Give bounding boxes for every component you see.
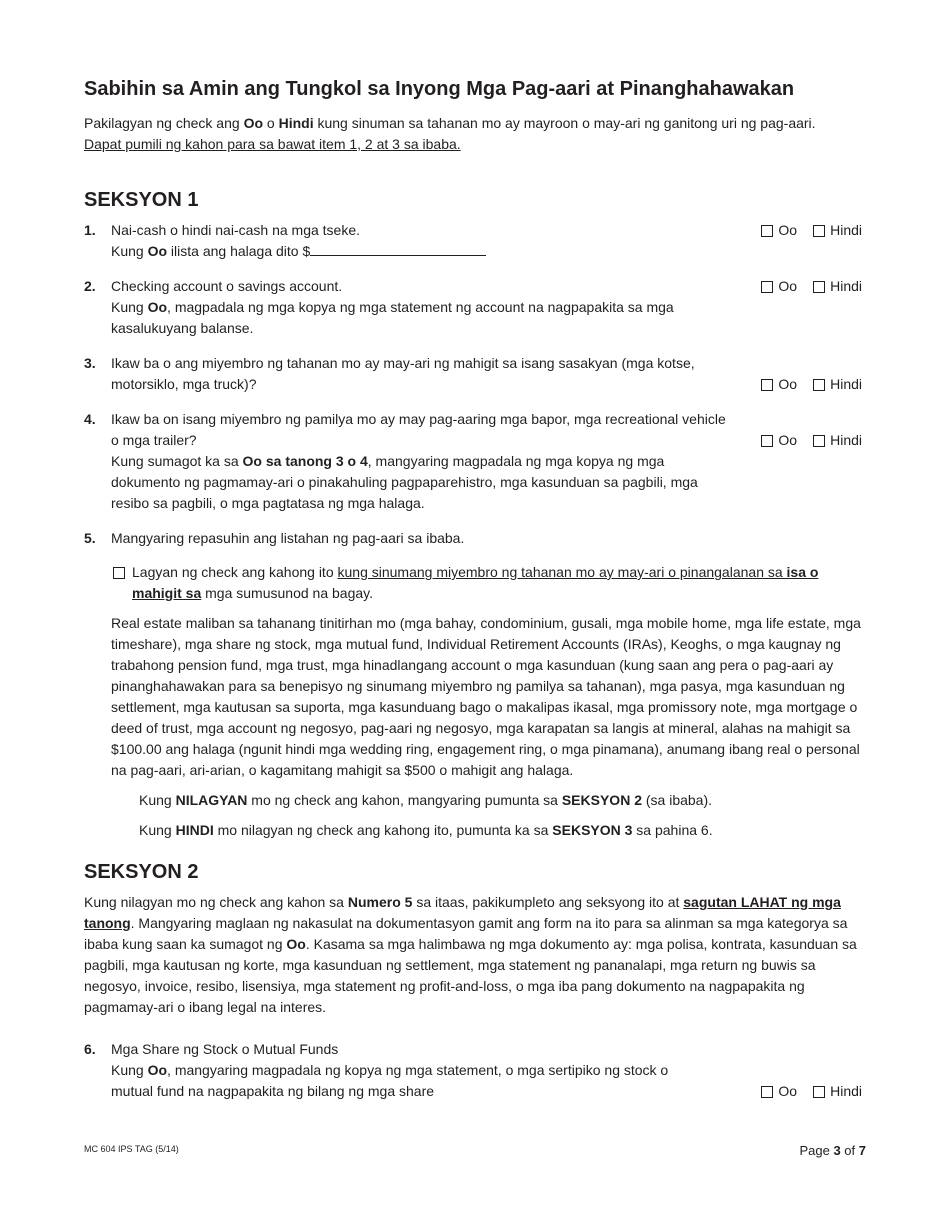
item-1-yes-checkbox[interactable]: Oo [761,220,797,241]
item-4-choices [761,430,862,451]
item-1-choices [761,220,862,241]
form-page [84,78,866,1102]
item-2: 2. Oo Hindi Checking account o savings account. Kung Oo, magpadala ng mga kopya ng mga statement ng account na nagpapakita sa mga kasalukuyang balanse. [84,278,862,336]
check-amount-field[interactable] [310,243,486,256]
intro-instruction: Dapat pumili ng kahon para sa bawat item 1, 2 at 3 sa ibaba. [84,136,461,152]
section-1-heading: SEKSYON 1 [84,189,199,211]
item-2-no-checkbox[interactable]: Hindi [813,276,862,297]
asset-list-text: Real estate maliban sa tahanang tinitirhan mo (mga bahay, condominium, gusali, mga mobile home, mga life estate, mga timeshare), mga share ng stock, mga mutual fund, Individual Retirement Accounts (IRAs), Keoghs, o mga kaugnay ng trabahong pension fund, mga trust, mga hinadlangang account o mga kasunduan (kung saan ang pera o pag-aari ay pinanghahawakan para sa benepisyo ng sinumang miyembro ng pamilya sa tahanan), mga pasya, mga kasunduan ng settlement, mga kautusan sa suporta, mga kasunduang bago o makalipas ikasal, mga promissory note, mga mortgage o deed of trust, mga account ng negosyo, pag-aari ng negosyo, mga karapatan sa langis at mineral, alahas na mahigit sa $100.00 ang halaga (ngunit hindi mga wedding ring, engagement ring, o mga pinamana), anumang ibang real o personal na pag-aari, ari-arian, o kagamitang mahigit sa $500 o mahigit ang halaga. [111,615,861,778]
item-1: 1. Oo Hindi Nai-cash o hindi nai-cash na mga tseke. Kung Oo ilista ang halaga dito $ [84,222,862,259]
if-checked-instruction: Kung NILAGYAN mo ng check ang kahon, mangyaring pumunta sa SEKSYON 2 (sa ibaba). [139,792,713,808]
form-id: MC 604 IPS TAG (5/14) [84,1144,179,1154]
intro-text: Pakilagyan ng check ang Oo o Hindi kung sinuman sa tahanan mo ay mayroon o may-ari ng ganitong uri ng pag-aari. Dapat pumili ng kahon para sa bawat item 1, 2 at 3 sa ibaba. [84,115,816,152]
item-5: 5. Mangyaring repasuhin ang listahan ng pag-aari sa ibaba. [84,530,465,546]
item-4-yes-checkbox[interactable]: Oo [761,430,797,451]
item-5-assets-checkbox-row: Lagyan ng check ang kahong ito kung sinumang miyembro ng tahanan mo ay may-ari o pinangalanan sa isa o mahigit sa mga sumusunod na bagay. [111,562,866,604]
item-6-yes-checkbox[interactable]: Oo [761,1081,797,1102]
item-6-choices [761,1081,862,1102]
item-3-choices [761,374,862,395]
page-number: Page 3 of 7 [799,1143,866,1158]
item-3: 3. Oo Hindi Ikaw ba o ang miyembro ng tahanan mo ay may-ari ng mahigit sa isang sasakyan (mga kotse, motorsiklo, mga truck)? [84,353,866,395]
item-5-assets-checkbox[interactable] [113,567,125,579]
item-2-choices [761,276,862,297]
item-3-yes-checkbox[interactable]: Oo [761,374,797,395]
section-2-instructions: Kung nilagyan mo ng check ang kahon sa Numero 5 sa itaas, pakikumpleto ang seksyong ito at sagutan LAHAT ng mga tanong. Mangyaring maglaan ng nakasulat na dokumentasyon gamit ang form na ito para sa alinman sa mga kategorya sa ibaba kung saan ka sumagot ng Oo. Kasama sa mga halimbawa ng mga dokumento ay: mga polisa, kontrata, kasunduan sa pagbili, mga kautusan ng korte, mga kasunduan ng settlement, mga statement ng pananalapi, mga return ng buwis sa negosyo, invoice, resibo, lisensiya, mga statement ng profit-and-loss, o mga iba pang dokumento na nagpapakita ng pagmamay-ari o ibang legal na interes. [84,894,857,1015]
if-not-checked-instruction: Kung HINDI mo nilagyan ng check ang kahong ito, pumunta ka sa SEKSYON 3 sa pahina 6. [139,822,713,838]
item-3-no-checkbox[interactable]: Hindi [813,374,862,395]
section-2-heading: SEKSYON 2 [84,861,199,883]
item-4-no-checkbox[interactable]: Hindi [813,430,862,451]
item-1-no-checkbox[interactable]: Hindi [813,220,862,241]
item-4: 4. Oo Hindi Ikaw ba on isang miyembro ng pamilya mo ay may pag-aaring mga bapor, mga recreational vehicle o mga trailer? Kung sumagot ka sa Oo sa tanong 3 o 4, mangyaring magpadala ng mga kopya ng mga dokumento ng pagmamay-ari o pinakahuling pagpaparehistro, mga kasunduan sa pagbili, mga resibo sa pagbili, o mga pagtatasa ng mga halaga. [84,411,862,511]
page-title: Sabihin sa Amin ang Tungkol sa Inyong Mga Pag-aari at Pinanghahawakan [84,78,795,100]
item-6-no-checkbox[interactable]: Hindi [813,1081,862,1102]
item-6: 6. Oo Hindi Mga Share ng Stock o Mutual Funds Kung Oo, mangyaring magpadala ng kopya ng mga statement, o mga sertipiko ng stock o mutual fund na nagpapakita ng bilang ng mga share [84,1039,866,1102]
item-2-yes-checkbox[interactable]: Oo [761,276,797,297]
